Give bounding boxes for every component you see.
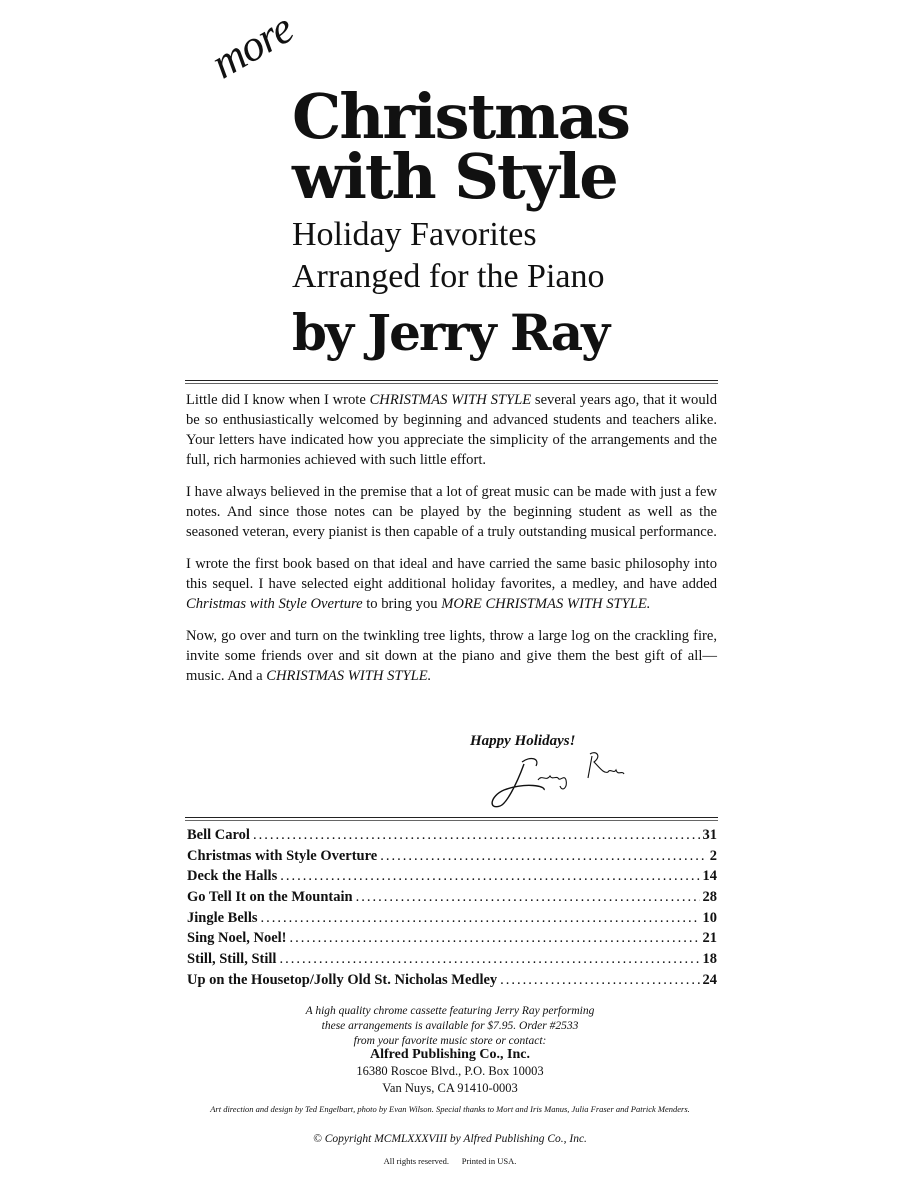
introduction-text bbox=[186, 390, 717, 698]
copyright-notice: © Copyright MCMLXXXVIII by Alfred Publishing Co., Inc. bbox=[313, 1133, 587, 1145]
toc-title: Deck the Halls bbox=[187, 868, 278, 885]
intro-paragraph-2: I have always believed in the premise that a lot of great music can be made with just a few notes. And since those notes can be played by the beginning student as well as the seasoned veteran, every pianist is then capable of a truly outstanding musical performance. bbox=[186, 484, 717, 540]
subtitle-arranged-piano: Arranged for the Piano bbox=[292, 258, 605, 295]
toc-row bbox=[187, 949, 717, 970]
intro-p1-emphasis: CHRISTMAS WITH STYLE bbox=[369, 392, 532, 408]
publisher-address-line-1: 16380 Roscoe Blvd., P.O. Box 10003 bbox=[356, 1064, 544, 1078]
rights-notice: All rights reserved. Printed in USA. bbox=[383, 1156, 517, 1166]
toc-page: 28 bbox=[702, 889, 717, 906]
toc-row bbox=[187, 846, 717, 867]
toc-leader bbox=[380, 846, 707, 867]
toc-page: 31 bbox=[702, 827, 717, 843]
publisher-address-line-2: Van Nuys, CA 91410-0003 bbox=[382, 1081, 518, 1095]
toc-title: Still, Still, Still bbox=[187, 951, 277, 968]
cassette-line-2: these arrangements is available for $7.95. Order #2533 bbox=[321, 1020, 579, 1032]
intro-paragraph-3 bbox=[186, 554, 717, 614]
intro-p4-emphasis: CHRISTMAS WITH STYLE. bbox=[266, 668, 432, 684]
toc-row bbox=[187, 825, 717, 846]
intro-paragraph-1 bbox=[186, 390, 717, 470]
toc-page: 24 bbox=[702, 971, 717, 988]
intro-p3-emphasis-1: Christmas with Style Overture bbox=[186, 596, 363, 612]
toc-leader bbox=[289, 928, 699, 949]
toc-leader bbox=[356, 887, 700, 908]
credits-line: Art direction and design by Ted Engelbart, photo by Evan Wilson. Special thanks to Mort and Iris Manus, Julia Fraser and Patrick Menders. bbox=[210, 1104, 690, 1114]
title-more: more bbox=[203, 3, 301, 89]
toc-row bbox=[187, 908, 717, 929]
intro-p1-text-b: several years ago, that it would be so enthusiastically welcomed by beginning and advanced students and teachers alike. Your letters have indicated how you appreciate the simplicity of the arrangements and the full, rich harmonies achieved with such little effort. bbox=[186, 392, 717, 468]
toc-title: Go Tell It on the Mountain bbox=[187, 889, 353, 906]
toc-row bbox=[187, 970, 717, 991]
toc-title: Bell Carol bbox=[187, 827, 250, 843]
toc-page: 14 bbox=[702, 868, 717, 885]
signature-jerry-ray bbox=[486, 746, 636, 816]
title-with-style: with Style bbox=[292, 140, 617, 213]
title-christmas: Christmas bbox=[292, 80, 629, 153]
toc-page: 18 bbox=[702, 951, 717, 968]
intro-p4-text-a: Now, go over and turn on the twinkling tree lights, throw a large log on the crackling fire, invite some friends over and sit down at the piano and give them the best gift of all—music. And a bbox=[186, 628, 717, 684]
publisher-name: Alfred Publishing Co., Inc. bbox=[370, 1047, 530, 1062]
table-of-contents bbox=[187, 825, 717, 991]
toc-title: Sing Noel, Noel! bbox=[187, 930, 287, 947]
author-byline: by Jerry Ray bbox=[292, 303, 609, 362]
toc-page: 10 bbox=[702, 909, 717, 926]
toc-leader bbox=[261, 908, 700, 929]
toc-row bbox=[187, 928, 717, 949]
toc-leader bbox=[280, 866, 699, 887]
toc-row bbox=[187, 866, 717, 887]
cassette-line-1: A high quality chrome cassette featuring Jerry Ray performing bbox=[305, 1005, 595, 1017]
toc-title: Up on the Housetop/Jolly Old St. Nicholas Medley bbox=[187, 971, 498, 988]
toc-row bbox=[187, 887, 717, 908]
subtitle-holiday-favorites: Holiday Favorites bbox=[292, 216, 537, 253]
divider-top bbox=[185, 380, 718, 384]
divider-bottom bbox=[185, 817, 718, 821]
intro-p1-text-a: Little did I know when I wrote bbox=[186, 392, 370, 408]
toc-leader bbox=[279, 949, 699, 970]
intro-p3-text-a: I wrote the first book based on that ideal and have carried the same basic philosophy into this sequel. I have selected eight additional holiday favorites, a medley, and have added bbox=[186, 556, 717, 592]
intro-p3-text-b: to bring you bbox=[362, 596, 442, 612]
closing-happy-holidays: Happy Holidays! bbox=[470, 733, 576, 749]
toc-page: 2 bbox=[709, 847, 717, 864]
toc-leader bbox=[500, 970, 699, 991]
cassette-notice bbox=[240, 1004, 660, 1049]
toc-page: 21 bbox=[702, 930, 717, 947]
toc-title: Jingle Bells bbox=[187, 909, 258, 926]
cassette-line-3: from your favorite music store or contact: bbox=[353, 1035, 547, 1047]
toc-title: Christmas with Style Overture bbox=[187, 847, 378, 864]
toc-leader bbox=[253, 825, 700, 846]
intro-paragraph-4 bbox=[186, 626, 717, 686]
intro-p3-emphasis-2: MORE CHRISTMAS WITH STYLE. bbox=[441, 596, 651, 612]
